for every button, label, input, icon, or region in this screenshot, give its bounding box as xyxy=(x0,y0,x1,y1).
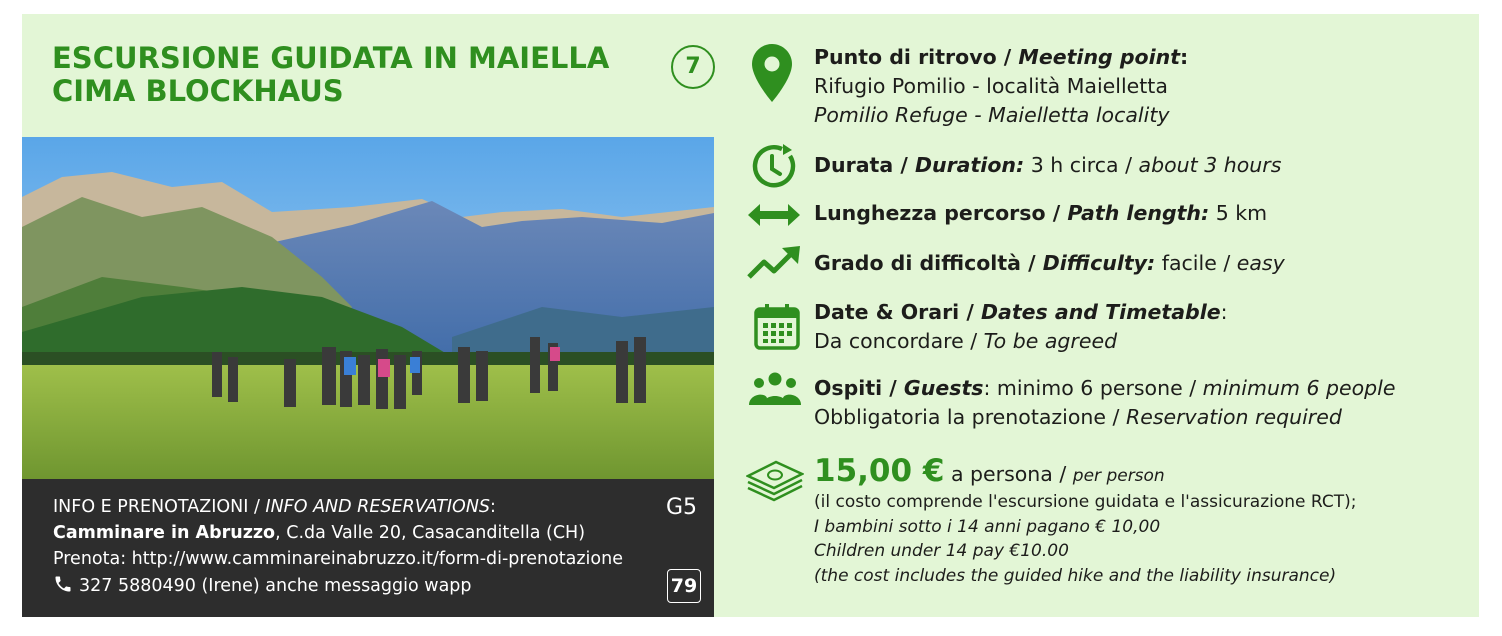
organizer-address: , C.da Valle 20, Casacanditella (CH) xyxy=(275,523,586,543)
meeting-colon: : xyxy=(1180,45,1189,69)
price-amount: 15,00 € xyxy=(814,453,945,489)
price-per: a persona / xyxy=(944,462,1073,486)
guests-note-sep: / xyxy=(1106,405,1126,429)
dates-colon: : xyxy=(1220,300,1228,324)
organizer-name: Camminare in Abruzzo xyxy=(53,523,276,543)
guests-value-en: minimum 6 people xyxy=(1202,376,1396,400)
dates-value: Da concordare / xyxy=(814,329,984,353)
guests-note-en: Reservation required xyxy=(1125,405,1342,429)
price-per-en: per person xyxy=(1072,466,1165,486)
difficulty-value-en: easy xyxy=(1236,251,1285,275)
dates-value-en: To be agreed xyxy=(983,329,1118,353)
map-pin-icon xyxy=(752,44,792,102)
calendar-icon xyxy=(753,303,801,351)
title-line-1: ESCURSIONE GUIDATA IN MAIELLA xyxy=(52,41,610,75)
title-line-2: CIMA BLOCKHAUS xyxy=(52,74,344,108)
guests-label: Ospiti / xyxy=(814,376,904,400)
duration xyxy=(814,151,1281,180)
info-heading xyxy=(53,497,496,517)
price xyxy=(814,452,1165,495)
duration-label-en: Duration: xyxy=(914,153,1025,177)
meeting-point xyxy=(814,43,1188,130)
page-number: 79 xyxy=(667,569,701,603)
dates-timetable xyxy=(814,298,1228,356)
meeting-label-en: Meeting point xyxy=(1018,45,1181,69)
trend-up-icon xyxy=(746,245,802,281)
length-label: Lunghezza percorso / xyxy=(814,201,1068,225)
dates-label-en: Dates and Timetable xyxy=(980,300,1221,324)
guests-value: : minimo 6 persone / xyxy=(983,376,1203,400)
phone-number[interactable]: 327 5880490 (Irene) anche messaggio wapp xyxy=(79,576,472,596)
guests-note: Obbligatoria la prenotazione xyxy=(814,405,1107,429)
duration-value-en: about 3 hours xyxy=(1138,153,1282,177)
group-icon xyxy=(748,372,802,406)
duration-value: 3 h circa / xyxy=(1024,153,1139,177)
duration-label: Durata / xyxy=(814,153,915,177)
organizer-line xyxy=(53,523,585,543)
difficulty xyxy=(814,249,1285,278)
phone-line xyxy=(53,574,472,596)
price-note-4: (the cost includes the guided hike and the liability insurance) xyxy=(814,565,1337,586)
length-value: 5 km xyxy=(1209,201,1268,225)
guests xyxy=(814,374,1396,432)
meeting-value-en: Pomilio Refuge - Maielletta locality xyxy=(814,103,1170,127)
info-reservations-box xyxy=(22,479,714,617)
hikers-photo xyxy=(22,137,714,479)
info-heading-it: INFO E PRENOTAZIONI / xyxy=(53,497,266,517)
price-note-3: Children under 14 pay €10.00 xyxy=(814,541,1069,561)
meeting-value-it: Rifugio Pomilio - località Maielletta xyxy=(814,74,1168,98)
guests-label-en: Guests xyxy=(903,376,984,400)
dates-label: Date & Orari / xyxy=(814,300,981,324)
page-title xyxy=(52,42,662,108)
difficulty-value: facile / xyxy=(1155,251,1237,275)
meeting-label: Punto di ritrovo / xyxy=(814,45,1019,69)
price-note-2: I bambini sotto i 14 anni pagano € 10,00 xyxy=(814,516,1161,537)
clock-icon xyxy=(750,142,798,190)
map-code: G5 xyxy=(666,495,698,520)
booking-link[interactable]: Prenota: http://www.camminareinabruzzo.it/form-di-prenotazione xyxy=(53,549,623,569)
phone-icon xyxy=(53,574,73,594)
difficulty-label: Grado di difficoltà / xyxy=(814,251,1043,275)
info-heading-en: INFO AND RESERVATIONS xyxy=(265,497,491,517)
price-note-1: (il costo comprende l'escursione guidata e l'assicurazione RCT); xyxy=(814,492,1357,512)
price-notes xyxy=(814,490,1357,588)
info-heading-colon: : xyxy=(490,497,496,517)
length-label-en: Path length: xyxy=(1067,201,1210,225)
path-length xyxy=(814,199,1267,228)
number-badge: 7 xyxy=(671,45,715,89)
money-stack-icon xyxy=(746,458,804,502)
difficulty-label-en: Difficulty: xyxy=(1042,251,1156,275)
double-arrow-icon xyxy=(746,202,802,228)
